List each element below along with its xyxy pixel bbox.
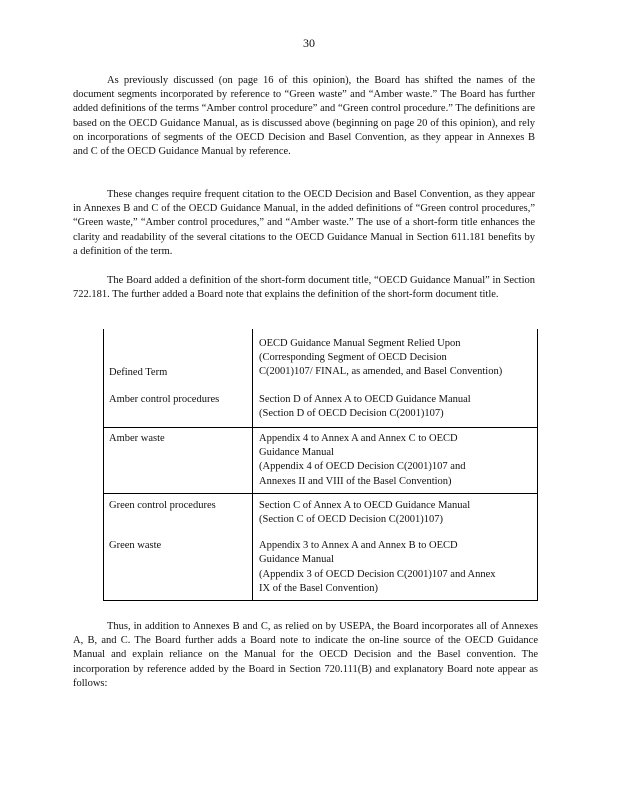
table-row [104, 428, 538, 494]
reference-green-waste-line-3: (Appendix 3 of OECD Decision C(2001)107 and Annex [259, 568, 496, 580]
header-reference-line-2: (Corresponding Segment of OECD Decision [259, 352, 447, 364]
table-cell-reference [253, 329, 538, 428]
reference-amber-waste-line-1: Appendix 4 to Annex A and Annex C to OECD [259, 433, 458, 445]
reference-green-waste-line-1: Appendix 3 to Annex A and Annex B to OECD [259, 540, 458, 552]
reference-amber-waste-line-4: Annexes II and VIII of the Basel Convention) [259, 475, 452, 487]
reference-green-waste-line-2: Guidance Manual [259, 554, 334, 566]
header-reference-line-1: OECD Guidance Manual Segment Relied Upon [259, 338, 461, 349]
reference-amber-waste-line-3: (Appendix 4 of OECD Decision C(2001)107 and [259, 461, 466, 473]
term-amber-waste: Amber waste [109, 433, 165, 445]
term-green-waste: Green waste [109, 540, 162, 552]
page-number: 30 [303, 36, 315, 50]
header-defined-term: Defined Term [109, 367, 168, 378]
table-cell-reference [253, 493, 538, 600]
reference-green-control-line-1: Section C of Annex A to OECD Guidance Manual [259, 499, 471, 511]
paragraph-4: Thus, in addition to Annexes B and C, as relied on by USEPA, the Board incorporates all of Annexes A, B, and C. The Board further adds a Board note to indicate the on-line source of the OECD Guidance Manual and explain reliance on the Manual for the OECD Decision and the Basel convention. The incorporation by reference added by the Board in Section 720.111(B) and explanatory Board note appear as follows: [73, 621, 538, 689]
reference-green-control-line-2: (Section C of OECD Decision C(2001)107) [259, 514, 444, 526]
table-cell-term [104, 428, 253, 494]
paragraph-1: As previously discussed (on page 16 of this opinion), the Board has shifted the names of the document segments incorporated by reference to “Green waste” and “Amber waste.” The Board has further added definitions of the terms “Amber control procedure” and “Green control procedure.” The definitions are based on the OECD Guidance Manual, as is discussed above (beginning on page 20 of this opinion), and rely on incorporations of segments of the OECD Decision and Basel Convention, as they appear in Annexes B and C of the OECD Guidance Manual by reference. [73, 75, 535, 158]
header-reference-line-3: C(2001)107/ FINAL, as amended, and Basel Convention) [259, 366, 503, 378]
reference-amber-control-line-1: Section D of Annex A to OECD Guidance Manual [259, 393, 471, 405]
term-amber-control-procedures: Amber control procedures [109, 394, 220, 406]
table-cell-term [104, 493, 253, 600]
reference-amber-waste-line-2: Guidance Manual [259, 447, 334, 459]
table-row [104, 493, 538, 600]
defined-terms-table [103, 329, 538, 601]
reference-amber-control-line-2: (Section D of OECD Decision C(2001)107) [259, 407, 444, 419]
table-row [104, 329, 538, 428]
table-cell-reference [253, 428, 538, 494]
reference-green-waste-line-4: IX of the Basel Convention) [259, 582, 378, 594]
table-cell-term [104, 329, 253, 428]
paragraph-2: These changes require frequent citation to the OECD Decision and Basel Convention, as they appear in Annexes B and C of the OECD Guidance Manual, in the added definitions of “Green control procedures,” “Green waste,” “Amber control procedures,” and “Amber waste.” The use of a short-form title enhances the clarity and readability of the several citations to the OECD Guidance Manual in Section 611.181 benefits by a definition of the term. [73, 189, 535, 257]
paragraph-3: The Board added a definition of the short-form document title, “OECD Guidance Manual” in Section 722.181. The further added a Board note that explains the definition of the short-form document title. [73, 275, 535, 301]
term-green-control-procedures: Green control procedures [109, 499, 216, 511]
